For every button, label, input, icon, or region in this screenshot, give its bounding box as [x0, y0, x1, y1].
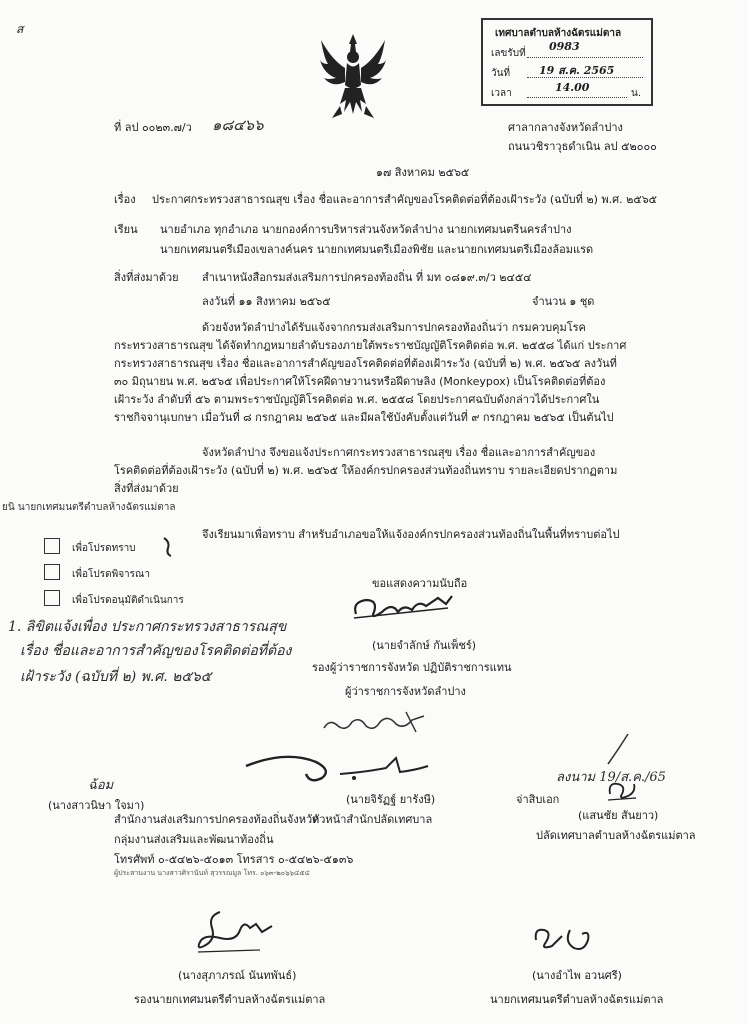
stamp-received-no: 0983 [549, 40, 580, 53]
signer1-title-1: รองผู้ว่าราชการจังหวัด ปฏิบัติราชการแทน [312, 661, 512, 674]
footer-contact: ผู้ประสานงาน นางสาวศิรานันท์ สุวรรณมูล โทร. ๐๖๓-๒๐๖๖๔๕๔ [114, 869, 310, 877]
stamp-time-unit: น. [631, 88, 642, 99]
signature-4-icon [190, 906, 280, 956]
para1-line-4: ๓๐ มิถุนายน พ.ศ. ๒๕๖๕ เพื่อประกาศให้โรคฝีดาษวานรหรือฝีดาษลิง (Monkeypox) เป็นโรคติดต่อที่ต้อง [114, 375, 606, 388]
para1-line-1: ด้วยจังหวัดลำปางได้รับแจ้งจากกรมส่งเสริมการปกครองท้องถิ่นว่า กรมควบคุมโรค [202, 321, 586, 334]
signer3-title: ปลัดเทศบาลตำบลห้างฉัตรแม่ตาล [536, 829, 696, 842]
closing: ขอแสดงความนับถือ [372, 577, 468, 590]
document-date: ๑๗ สิงหาคม ๒๕๖๕ [376, 166, 470, 179]
office-line-1: ศาลากลางจังหวัดลำปาง [508, 121, 623, 134]
enclosure-line-1: สำเนาหนังสือกรมส่งเสริมการปกครองท้องถิ่น ที่ มท ๐๘๑๙.๓/ว ๒๔๕๔ [202, 271, 532, 284]
handwritten-note-line-3: เฝ้าระวัง (ฉบับที่ ๒) พ.ศ. ๒๕๖๕ [20, 669, 212, 685]
subject-label: เรื่อง [114, 193, 136, 206]
stamp-date-value: 19 ส.ค. 2565 [539, 64, 615, 77]
signature-3-icon [604, 776, 640, 804]
initial-scribble-icon [320, 710, 430, 736]
option-approve: เพื่อโปรดอนุมัติดำเนินการ [72, 595, 184, 606]
para1-line-6: ราชกิจจานุเบกษา เมื่อวันที่ ๘ กรกฎาคม ๒๕๖๕ และมีผลใช้บังคับตั้งแต่วันที่ ๙ กรกฎาคม ๒๕๖๕ เป็นต้นไป [114, 411, 614, 424]
to-line-1: นายอำเภอ ทุกอำเภอ นายกองค์การบริหารส่วนจังหวัดลำปาง นายกเทศมนตรีนครลำปาง [160, 223, 572, 236]
to-label: เรียน [114, 223, 138, 236]
signer4-title: รองนายกเทศมนตรีตำบลห้างฉัตรแม่ตาล [134, 993, 326, 1006]
signer3-handwritten-date: ลงนาม 19/ส.ค./65 [556, 770, 666, 785]
option-acknowledge: เพื่อโปรดทราบ [72, 543, 136, 554]
signature-5-icon [528, 922, 598, 958]
checkbox-consider [44, 564, 60, 580]
doc-number-handwritten: ๑๘๔๖๖ [212, 116, 264, 134]
to-line-2: นายกเทศมนตรีเมืองเขลางค์นคร นายกเทศมนตรีเมืองพิชัย และนายกเทศมนตรีเมืองล้อมแรด [160, 243, 594, 256]
received-stamp [481, 18, 653, 106]
signature-3-flourish-icon [598, 730, 638, 770]
signer4-name: (นางสุภาภรณ์ นันทพันธ์) [178, 969, 297, 982]
stamp-date-label: วันที่ [491, 68, 511, 79]
handwritten-note-line-2: เรื่อง ชื่อและอาการสำคัญของโรคติดต่อที่ต้อง [20, 643, 292, 659]
margin-initials: ฉ้อม [88, 778, 114, 793]
stamp-org: เทศบาลตำบลห้างฉัตรแม่ตาล [495, 28, 622, 39]
footer-dept: สำนักงานส่งเสริมการปกครองท้องถิ่นจังหวัด [114, 813, 320, 826]
para1-line-2: กระทรวงสาธารณสุข ได้จัดทำกฎหมายลำดับรองภายใต้พระราชบัญญัติโรคติดต่อ พ.ศ. ๒๕๕๘ ได้แก่ ประกาศ [114, 339, 627, 352]
stamp-received-label: เลขรับที่ [491, 48, 526, 59]
signature-2-icon [236, 748, 436, 788]
para2-line-3: สิ่งที่ส่งมาด้วย [114, 482, 179, 495]
signer5-name: (นางอำไพ อวนศรี) [532, 969, 622, 982]
signature-1-icon [348, 592, 458, 626]
signer5-title: นายกเทศมนตรีตำบลห้างฉัตรแม่ตาล [490, 993, 664, 1006]
signer3-rank: จ่าสิบเอก [516, 793, 560, 806]
subject-text: ประกาศกระทรวงสาธารณสุข เรื่อง ชื่อและอาการสำคัญของโรคติดต่อที่ต้องเฝ้าระวัง (ฉบับที่ ๒) พ.ศ. ๒๕๖๕ [152, 193, 657, 206]
para2-line-1: จังหวัดลำปาง จึงขอแจ้งประกาศกระทรวงสาธารณสุข เรื่อง ชื่อและอาการสำคัญของ [202, 446, 596, 459]
corner-mark: ส [16, 22, 24, 36]
margin-officer-name: (นางสาวนิษา ใจมา) [48, 799, 145, 812]
garuda-emblem-icon [318, 30, 388, 122]
para1-line-3: กระทรวงสาธารณสุข เรื่อง ชื่อและอาการสำคัญของโรคติดต่อที่ต้องเฝ้าระวัง (ฉบับที่ ๒) พ.ศ. ๒๕๖๕ ลงวันที่ [114, 357, 617, 370]
stamp-time-label: เวลา [491, 88, 512, 99]
para3: จึงเรียนมาเพื่อทราบ สำหรับอำเภอขอให้แจ้งองค์กรปกครองส่วนท้องถิ่นในพื้นที่ทราบต่อไป [202, 528, 620, 541]
signer3-name: (แสนชัย สันยาว) [578, 809, 659, 822]
stamp-time-value: 14.00 [555, 81, 590, 94]
signer2-name: (นายจิรัฏฐ์ ยารังษี) [346, 793, 436, 806]
signer2-title: หัวหน้าสำนักปลัดเทศบาล [312, 813, 433, 826]
para2-line-2: โรคติดต่อที่ต้องเฝ้าระวัง (ฉบับที่ ๒) พ.ศ. ๒๕๖๕ ให้องค์กรปกครองส่วนท้องถิ่นทราบ รายละเอียดปรากฏตาม [114, 464, 618, 477]
office-line-2: ถนนวชิราวุธดำเนิน ลป ๕๒๐๐๐ [508, 140, 657, 153]
check-mark-icon [162, 536, 174, 558]
margin-note-header: ยนิ นายกเทศมนตรีตำบลห้างฉัตรแม่ตาล [2, 502, 176, 513]
signer1-title-2: ผู้ว่าราชการจังหวัดลำปาง [345, 685, 466, 698]
checkbox-acknowledge [44, 538, 60, 554]
checkbox-approve [44, 590, 60, 606]
footer-group: กลุ่มงานส่งเสริมและพัฒนาท้องถิ่น [114, 833, 274, 846]
doc-number: ที่ ลป ๐๐๒๓.๗/ว [114, 121, 192, 134]
footer-phone: โทรศัพท์ ๐-๕๔๒๖-๕๐๑๓ โทรสาร ๐-๕๔๒๖-๕๑๓๖ [114, 853, 354, 866]
signer1-name: (นายจำลักษ์ กันเพ็ชร์) [372, 639, 477, 652]
option-consider: เพื่อโปรดพิจารณา [72, 569, 150, 580]
enclosure-count: จำนวน ๑ ชุด [532, 295, 595, 308]
enclosure-line-2: ลงวันที่ ๑๑ สิงหาคม ๒๕๖๕ [202, 295, 331, 308]
para1-line-5: เฝ้าระวัง ลำดับที่ ๕๖ ตามพระราชบัญญัติโรคติดต่อ พ.ศ. ๒๕๕๘ โดยประกาศฉบับดังกล่าวได้ประกาศใน [114, 393, 600, 406]
handwritten-note-line-1: 1. ลิขิตแจ้งเพื่อง ประกาศกระทรวงสาธารณสุข [8, 619, 287, 635]
enclosure-label: สิ่งที่ส่งมาด้วย [114, 271, 179, 284]
